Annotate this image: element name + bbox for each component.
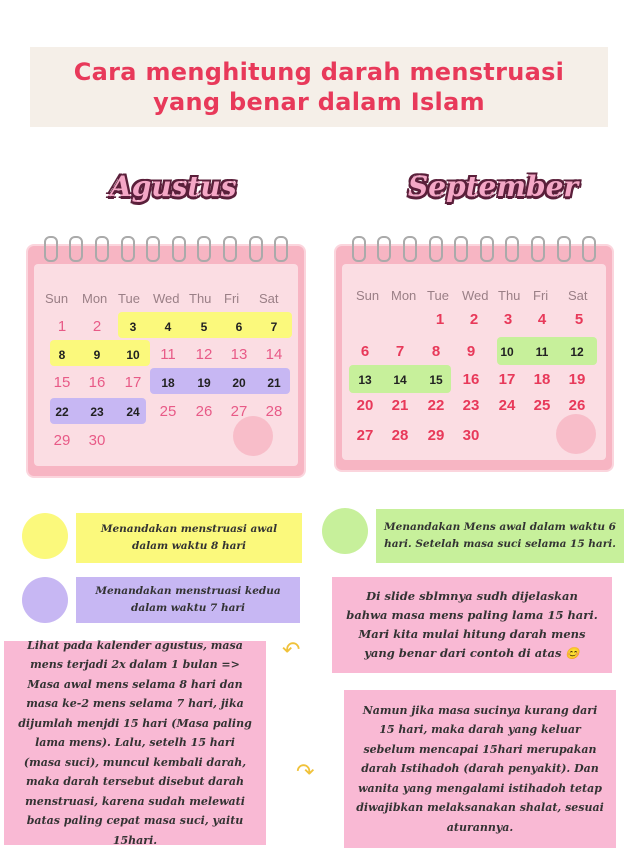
title-line-2: yang benar dalam Islam	[153, 88, 485, 116]
legend-green-text: Menandakan Mens awal dalam waktu 6 hari. Setelah masa suci selama 15 hari.	[376, 509, 624, 563]
calendar-day: 5	[200, 320, 208, 334]
calendar-day: 10	[126, 348, 140, 362]
calendar-day: 11	[160, 346, 176, 363]
calendar-day: 4	[164, 320, 172, 334]
weekday-label: Wed	[462, 288, 489, 303]
calendar-day: 12	[570, 345, 584, 359]
calendar-day: 4	[537, 311, 547, 328]
calendar-day: 19	[197, 376, 211, 390]
weekday-label: Mon	[82, 291, 108, 306]
title-line-1: Cara menghitung darah menstruasi	[73, 58, 565, 86]
calendar-day: 18	[533, 371, 551, 388]
calendar-day: 18	[161, 376, 175, 390]
calendar-day: 19	[568, 371, 586, 388]
calendar-day: 7	[270, 320, 278, 334]
calendar-day: 17	[124, 374, 142, 391]
calendar-day: 14	[265, 346, 283, 363]
calendar-day: 12	[195, 346, 213, 363]
calendar-day: 28	[391, 427, 409, 444]
month-agustus: Agustus	[110, 170, 237, 203]
weekday-label: Sun	[45, 291, 69, 306]
calendar-day: 9	[466, 343, 476, 360]
calendar-day: 30	[88, 432, 106, 449]
legend-yellow-text: Menandakan menstruasi awal dalam waktu 8 hari	[76, 513, 302, 563]
calendar-day: 3	[503, 311, 513, 328]
calendar-day: 16	[88, 374, 106, 391]
weekday-label: Tue	[118, 291, 140, 306]
calendar-day: 29	[427, 427, 445, 444]
weekday-label: Tue	[427, 288, 449, 303]
calendar-day: 14	[393, 373, 407, 387]
calendar-day: 21	[391, 397, 409, 414]
calendar-day: 23	[462, 397, 480, 414]
calendar-day: 15	[429, 373, 443, 387]
calendar-day: 21	[267, 376, 281, 390]
calendar-day: 8	[58, 348, 66, 362]
calendar-day: 26	[568, 397, 586, 414]
calendar-day: 24	[498, 397, 516, 414]
calendar-day: 20	[232, 376, 246, 390]
calendar-day: 11	[535, 345, 549, 359]
calendar-day: 2	[469, 311, 479, 328]
calendar-day: 3	[129, 320, 137, 334]
calendar-day: 1	[435, 311, 445, 328]
calendar-day: 30	[462, 427, 480, 444]
calendar-day: 26	[195, 403, 213, 420]
calendar-day: 24	[126, 405, 140, 419]
calendar-day: 6	[235, 320, 243, 334]
calendar-day: 15	[53, 374, 71, 391]
calendar-day: 28	[265, 403, 283, 420]
calendar-day: 22	[55, 405, 69, 419]
weekday-label: Fri	[224, 291, 240, 306]
calendar-rings	[38, 236, 294, 260]
calendar-day: 9	[93, 348, 101, 362]
month-september: September	[408, 170, 579, 203]
calendar-day: 13	[358, 373, 372, 387]
legend-green-dot	[322, 508, 368, 554]
calendar-day: 2	[92, 318, 102, 335]
calendar-day: 5	[574, 311, 584, 328]
calendar-day: 27	[356, 427, 374, 444]
legend-yellow-dot	[22, 513, 68, 559]
calendar-day: 1	[57, 318, 67, 335]
note-istihadoh: Namun jika masa sucinya kurang dari 15 hari, maka darah yang keluar sebelum mencapai 15hari merupakan darah Istihadoh (darah penyakit). Dan wanita yang mengalami istihadoh tetap diwajibkan melaksanakan shalat, sesuai aturannya.	[344, 690, 616, 848]
weekday-label: Wed	[153, 291, 180, 306]
calendar-day: 29	[53, 432, 71, 449]
calendar-day: 10	[500, 345, 514, 359]
legend-purple-dot	[22, 577, 68, 623]
note-slide: Di slide sblmnya sudh dijelaskan bahwa masa mens paling lama 15 hari. Mari kita mulai hitung darah mens yang benar dari contoh di atas 😊	[332, 577, 612, 673]
calendar-day: 17	[498, 371, 516, 388]
curved-arrow-icon: ↷	[296, 760, 315, 785]
weekday-label: Fri	[533, 288, 549, 303]
calendar-day: 7	[395, 343, 405, 360]
weekday-label: Thu	[189, 291, 212, 306]
calendar-day: 16	[462, 371, 480, 388]
weekday-label: Sat	[568, 288, 588, 303]
flower-decoration	[556, 414, 596, 454]
note-agustus: Lihat pada kalender agustus, masa mens terjadi 2x dalam 1 bulan => Masa awal mens selama 8 hari dan masa ke-2 mens selama 7 hari, jika dijumlah menjdi 15 hari (Masa paling lama mens). Lalu, setelh 15 hari (masa suci), muncul kembali darah, maka darah tersebut disebut darah menstruasi, karena sudah melewati batas paling cepat masa suci, yaitu 15hari.	[4, 641, 266, 845]
calendar-day: 13	[230, 346, 248, 363]
calendar-day: 8	[431, 343, 441, 360]
weekday-label: Thu	[498, 288, 521, 303]
legend-purple-text: Menandakan menstruasi kedua dalam waktu 7 hari	[76, 577, 300, 623]
calendar-rings	[346, 236, 602, 260]
calendar-day: 22	[427, 397, 445, 414]
calendar-day: 25	[533, 397, 551, 414]
calendar-day: 6	[360, 343, 370, 360]
calendar-day: 27	[230, 403, 248, 420]
calendar-day: 25	[159, 403, 177, 420]
weekday-label: Sat	[259, 291, 279, 306]
calendar-day: 20	[356, 397, 374, 414]
calendar-day: 23	[90, 405, 104, 419]
title-box	[30, 47, 608, 127]
flower-decoration	[233, 416, 273, 456]
curved-arrow-icon: ↶	[282, 638, 301, 663]
weekday-label: Sun	[356, 288, 380, 303]
weekday-label: Mon	[391, 288, 417, 303]
